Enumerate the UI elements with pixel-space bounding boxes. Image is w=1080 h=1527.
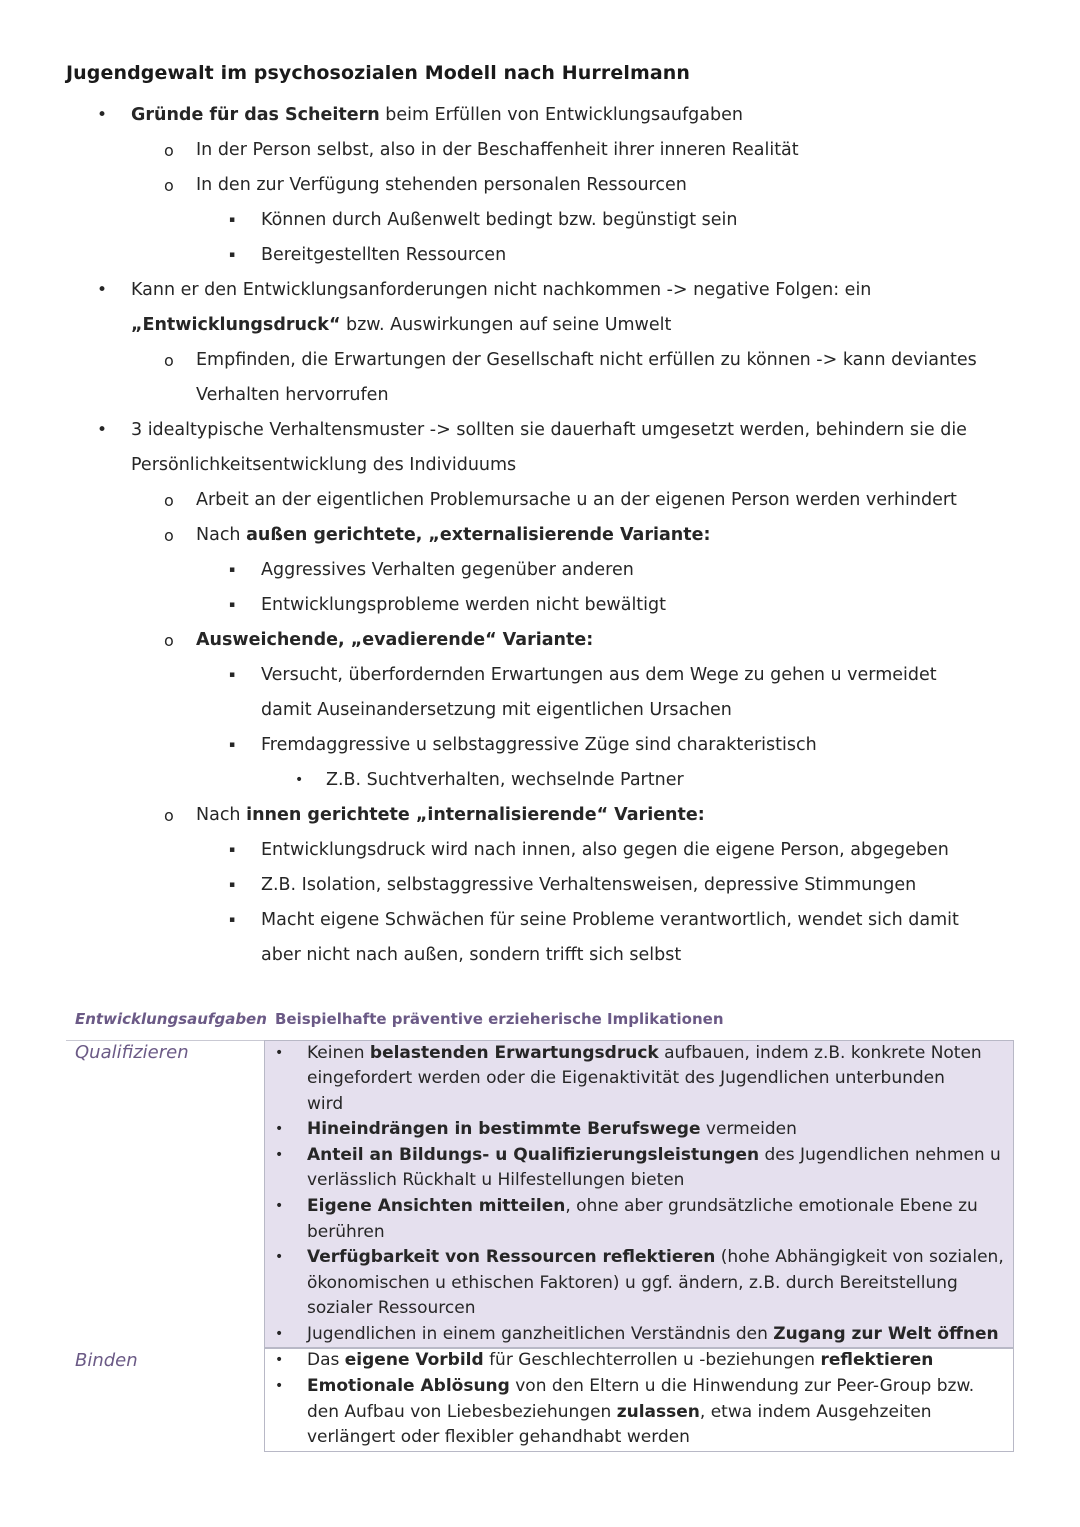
text-run: belastenden Erwartungsdruck: [369, 1043, 659, 1063]
text-run: innen gerichtete „internalisierende“ Variente:: [246, 805, 705, 825]
bullet-marker: •: [275, 1326, 284, 1342]
table-line: [307, 1168, 684, 1194]
outline-line: [196, 518, 710, 553]
bullet-marker: •: [275, 1378, 284, 1394]
text-run: Hineindrängen in bestimmte Berufswege: [307, 1119, 701, 1139]
text-run: ökonomischen u ethischen Faktoren) u ggf. ändern, z.B. durch Bereitstellung: [307, 1273, 958, 1293]
text-run: Nach: [196, 525, 247, 545]
bullet-marker: ▪: [229, 565, 236, 575]
table-line: [307, 1400, 932, 1426]
text-run: reflektieren: [820, 1350, 934, 1370]
text-run: (hohe Abhängigkeit von sozialen,: [715, 1247, 1004, 1267]
text-run: des Jugendlichen nehmen u: [759, 1145, 1001, 1165]
table-line: [307, 1348, 933, 1374]
bullet-marker: •: [275, 1147, 284, 1163]
bullet-marker: o: [164, 176, 174, 195]
text-run: Nach: [196, 805, 247, 825]
text-run: Versucht, überfordernden Erwartungen aus dem Wege zu gehen u vermeidet: [261, 665, 937, 685]
bullet-marker: o: [164, 631, 174, 650]
outline-line: [261, 938, 681, 973]
table-header-implications: Beispielhafte präventive erzieherische Implikationen: [275, 1010, 724, 1028]
outline-line: [196, 378, 389, 413]
bullet-marker: •: [275, 1352, 284, 1368]
bullet-marker: ▪: [229, 915, 236, 925]
bullet-marker: ▪: [229, 845, 236, 855]
outline-line: [326, 763, 684, 798]
text-run: zulassen: [616, 1402, 700, 1422]
bullet-marker: o: [164, 526, 174, 545]
bullet-marker: •: [275, 1249, 284, 1265]
bullet-marker: •: [295, 772, 304, 788]
text-run: verlängert oder flexibler gehandhabt werden: [307, 1427, 690, 1447]
outline-line: [131, 413, 967, 448]
outline-line: [261, 868, 916, 903]
outline-line: [261, 588, 666, 623]
table-line: [307, 1066, 945, 1092]
text-run: eingefordert werden oder die Eigenaktivität des Jugendlichen unterbunden: [307, 1068, 945, 1088]
text-run: 3 idealtypische Verhaltensmuster -> sollten sie dauerhaft umgesetzt werden, behindern sie die: [131, 420, 967, 440]
table-line: [307, 1245, 1004, 1271]
text-run: Macht eigene Schwächen für seine Probleme verantwortlich, wendet sich damit: [261, 910, 959, 930]
outline-line: [196, 623, 593, 658]
text-run: bzw. Auswirkungen auf seine Umwelt: [340, 315, 672, 335]
text-run: , ohne aber grundsätzliche emotionale Ebene zu: [565, 1196, 978, 1216]
text-run: In den zur Verfügung stehenden personalen Ressourcen: [196, 175, 687, 195]
bullet-marker: •: [275, 1121, 284, 1137]
text-run: von den Eltern u die Hinwendung zur Peer-Group bzw.: [509, 1376, 975, 1396]
bullet-marker: o: [164, 806, 174, 825]
text-run: aufbauen, indem z.B. konkrete Noten: [658, 1043, 982, 1063]
outline-line: [261, 658, 937, 693]
table-line: [307, 1092, 343, 1118]
table-line: [307, 1041, 982, 1067]
table-line: [307, 1143, 1001, 1169]
bullet-marker: •: [97, 105, 108, 125]
text-run: verlässlich Rückhalt u Hilfestellungen bieten: [307, 1170, 685, 1190]
outline-line: [196, 168, 687, 203]
table-line: [307, 1117, 797, 1143]
bullet-marker: •: [275, 1198, 284, 1214]
text-run: Zugang zur Welt öffnen: [773, 1324, 999, 1344]
table-line: [307, 1296, 476, 1322]
page-title: Jugendgewalt im psychosozialen Modell nach Hurrelmann: [66, 62, 691, 84]
text-run: Ausweichende, „evadierende“ Variante:: [196, 630, 594, 650]
text-run: den Aufbau von Liebesbeziehungen: [307, 1402, 617, 1422]
outline-line: [131, 98, 743, 133]
table-line: [307, 1220, 385, 1246]
text-run: Fremdaggressive u selbstaggressive Züge sind charakteristisch: [261, 735, 817, 755]
text-run: eigene Vorbild: [344, 1350, 484, 1370]
text-run: Verhalten hervorrufen: [196, 385, 389, 405]
text-run: Jugendlichen in einem ganzheitlichen Verständnis den: [307, 1324, 774, 1344]
text-run: In der Person selbst, also in der Beschaffenheit ihrer inneren Realität: [196, 140, 799, 160]
text-run: vermeiden: [700, 1119, 797, 1139]
text-run: Eigene Ansichten mitteilen: [307, 1196, 566, 1216]
text-run: Persönlichkeitsentwicklung des Individuums: [131, 455, 517, 475]
outline-line: [261, 553, 634, 588]
text-run: Anteil an Bildungs- u Qualifizierungsleistungen: [307, 1145, 760, 1165]
outline-line: [131, 273, 871, 308]
bullet-marker: ▪: [229, 215, 236, 225]
outline-line: [196, 483, 957, 518]
text-run: Empfinden, die Erwartungen der Gesellschaft nicht erfüllen zu können -> kann deviantes: [196, 350, 977, 370]
text-run: , etwa indem Ausgehzeiten: [699, 1402, 932, 1422]
text-run: damit Auseinandersetzung mit eigentlichen Ursachen: [261, 700, 732, 720]
row-label: Qualifizieren: [75, 1042, 189, 1063]
outline-line: [131, 308, 671, 343]
text-run: Gründe für das Scheitern: [131, 105, 380, 125]
text-run: „Entwicklungsdruck“: [131, 315, 341, 335]
outline-line: [261, 903, 959, 938]
bullet-marker: ▪: [229, 600, 236, 610]
outline-line: [261, 693, 732, 728]
outline-line: [196, 343, 977, 378]
bullet-marker: ▪: [229, 740, 236, 750]
row-label: Binden: [75, 1350, 138, 1371]
table-line: [307, 1271, 958, 1297]
text-run: Können durch Außenwelt bedingt bzw. begünstigt sein: [261, 210, 738, 230]
text-run: für Geschlechterrollen u -beziehungen: [483, 1350, 821, 1370]
bullet-marker: ▪: [229, 880, 236, 890]
bullet-marker: o: [164, 351, 174, 370]
text-run: Entwicklungsprobleme werden nicht bewältigt: [261, 595, 667, 615]
table-divider: [66, 1040, 264, 1041]
text-run: Aggressives Verhalten gegenüber anderen: [261, 560, 634, 580]
table-line: [307, 1425, 690, 1451]
outline-line: [196, 133, 799, 168]
outline-line: [196, 798, 705, 833]
text-run: wird: [307, 1094, 344, 1114]
bullet-marker: o: [164, 141, 174, 160]
text-run: Arbeit an der eigentlichen Problemursache u an der eigenen Person werden verhindert: [196, 490, 957, 510]
text-run: Das: [307, 1350, 345, 1370]
text-run: Keinen: [307, 1043, 370, 1063]
text-run: aber nicht nach außen, sondern trifft sich selbst: [261, 945, 682, 965]
bullet-marker: •: [97, 420, 108, 440]
text-run: Emotionale Ablösung: [307, 1376, 510, 1396]
text-run: Entwicklungsdruck wird nach innen, also gegen die eigene Person, abgegeben: [261, 840, 949, 860]
bullet-marker: o: [164, 491, 174, 510]
text-run: Verfügbarkeit von Ressourcen reflektieren: [307, 1247, 716, 1267]
table-line: [307, 1374, 974, 1400]
text-run: außen gerichtete, „externalisierende Variante:: [246, 525, 711, 545]
text-run: Bereitgestellten Ressourcen: [261, 245, 507, 265]
bullet-marker: ▪: [229, 250, 236, 260]
bullet-marker: •: [97, 280, 108, 300]
text-run: Kann er den Entwicklungsanforderungen nicht nachkommen -> negative Folgen: ein: [131, 280, 872, 300]
bullet-marker: ▪: [229, 670, 236, 680]
outline-line: [261, 728, 817, 763]
outline-line: [261, 238, 506, 273]
outline-line: [261, 833, 949, 868]
text-run: Z.B. Isolation, selbstaggressive Verhaltensweisen, depressive Stimmungen: [261, 875, 917, 895]
text-run: Z.B. Suchtverhalten, wechselnde Partner: [326, 770, 684, 790]
outline-line: [261, 203, 737, 238]
table-line: [307, 1194, 978, 1220]
text-run: sozialer Ressourcen: [307, 1298, 476, 1318]
table-line: [307, 1322, 999, 1348]
bullet-marker: •: [275, 1045, 284, 1061]
text-run: berühren: [307, 1222, 385, 1242]
table-header-tasks: Entwicklungsaufgaben: [75, 1010, 267, 1028]
text-run: beim Erfüllen von Entwicklungsaufgaben: [379, 105, 743, 125]
outline-line: [131, 448, 516, 483]
